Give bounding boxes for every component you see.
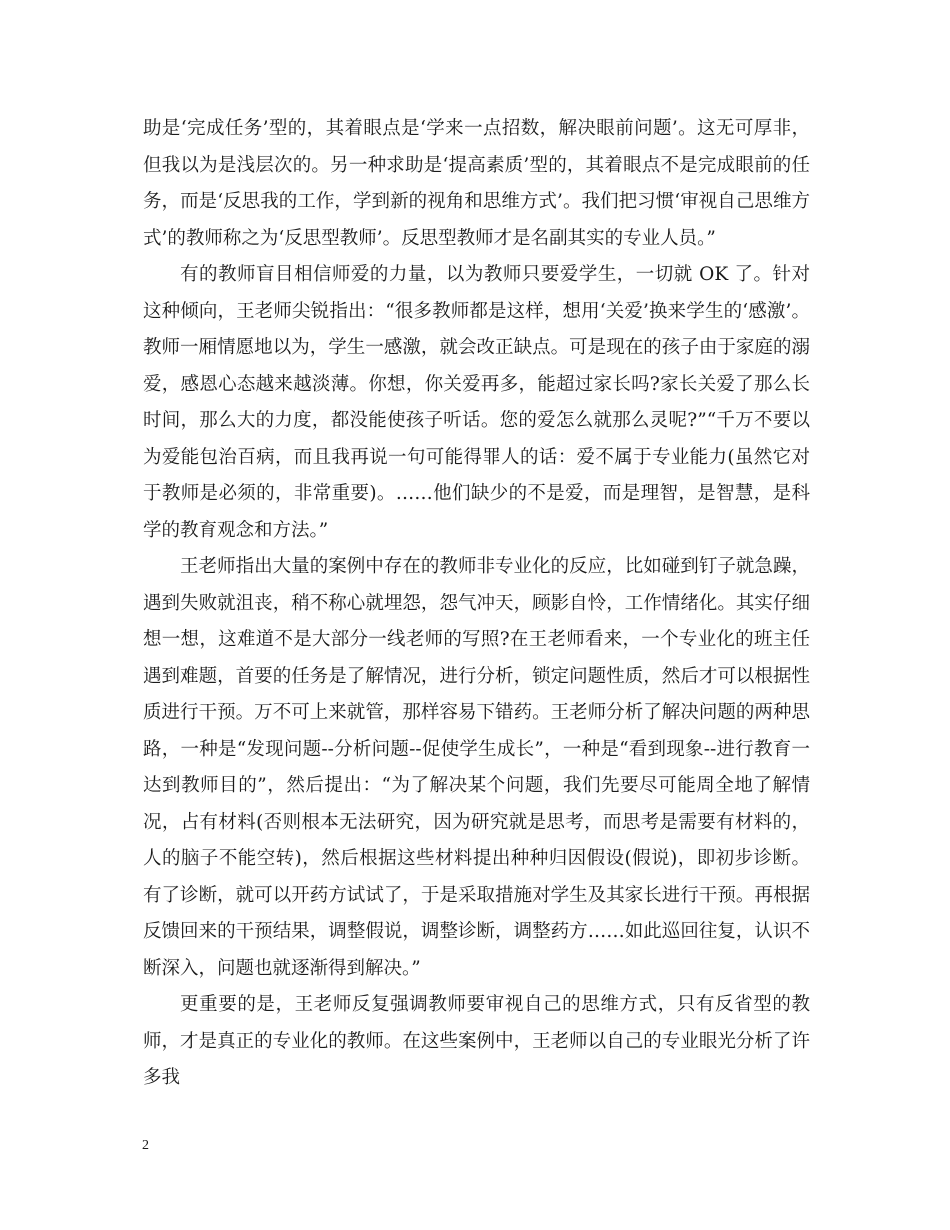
paragraph-2: 有的教师盲目相信师爱的力量，以为教师只要爱学生，一切就 OK 了。针对这种倾向，王老师尖锐指出：“很多教师都是这样，想用‘关爱’换来学生的‘感激’。教师一厢情愿地以为，学生一感激，就会改正缺点。可是现在的孩子由于家庭的溺爱，感恩心态越来越淡薄。你想，你关爱再多，能超过家长吗?家长关爱了那么长时间，那么大的力度，都没能使孩子听话。您的爱怎么就那么灵呢?”“千万不要以为爱能包治百病，而且我再说一句可能得罪人的话：爱不属于专业能力(虽然它对于教师是必须的，非常重要)。……他们缺少的不是爱，而是理智，是智慧，是科学的教育观念和方法。”: [143, 264, 810, 541]
paragraph-3: 王老师指出大量的案例中存在的教师非专业化的反应，比如碰到钉子就急躁，遇到失败就沮丧，稍不称心就埋怨，怨气冲天，顾影自怜，工作情绪化。其实仔细想一想，这难道不是大部分一线老师的写照?在王老师看来，一个专业化的班主任遇到难题，首要的任务是了解情况，进行分析，锁定问题性质，然后才可以根据性质进行干预。万不可上来就管，那样容易下错药。王老师分析了解决问题的两种思路，一种是“发现问题--分析问题--促使学生成长”，一种是“看到现象--进行教育一达到教师目的”，然后提出：“为了解决某个问题，我们先要尽可能周全地了解情况，占有材料(否则根本无法研究，因为研究就是思考，而思考是需要有材料的，人的脑子不能空转)，然后根据这些材料提出种种归因假设(假说)，即初步诊断。有了诊断，就可以开药方试试了，于是采取措施对学生及其家长进行干预。再根据反馈回来的干预结果，调整假说，调整诊断，调整药方……如此巡回往复，认识不断深入，问题也就逐渐得到解决。”: [143, 556, 810, 979]
page-number: 2: [142, 1138, 149, 1153]
paragraph-1: 助是‘完成任务’型的，其着眼点是‘学来一点招数，解决眼前问题’。这无可厚非，但我以为是浅层次的。另一种求助是‘提高素质’型的，其着眼点不是完成眼前的任务，而是‘反思我的工作，学到新的视角和思维方式’。我们把习惯‘审视自己思维方式’的教师称之为‘反思型教师’。反思型教师才是名副其实的专业人员。”: [143, 118, 810, 249]
paragraph-4: 更重要的是，王老师反复强调教师要审视自己的思维方式，只有反省型的教师，才是真正的专业化的教师。在这些案例中，王老师以自己的专业眼光分析了许多我: [143, 994, 810, 1088]
body-text: [143, 111, 810, 1097]
